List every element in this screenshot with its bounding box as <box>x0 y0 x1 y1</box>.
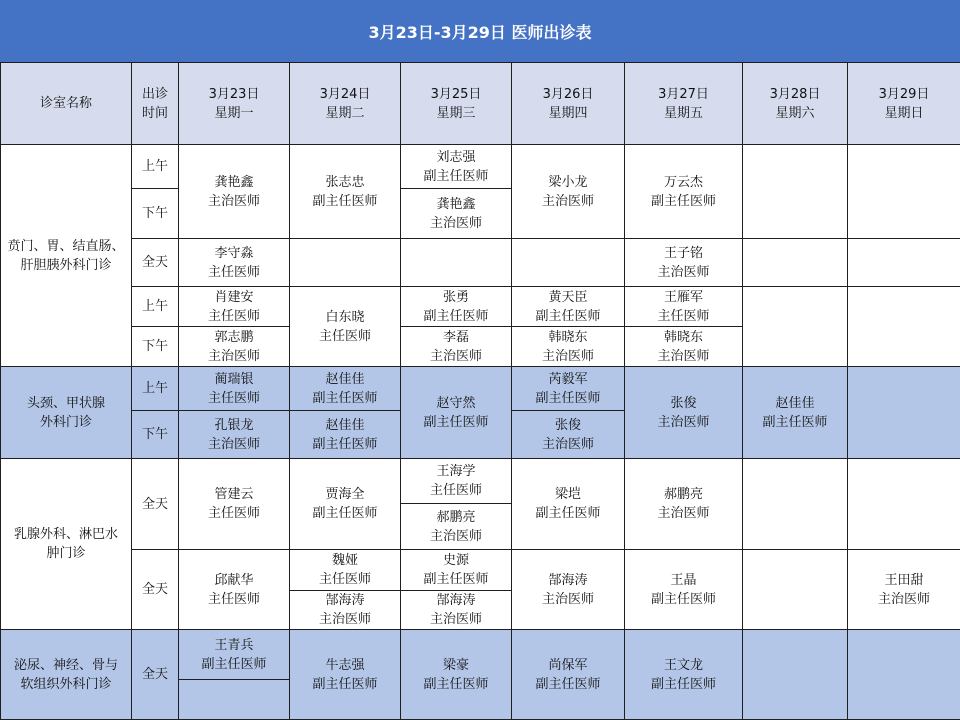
time-cell: 全天 <box>132 239 179 287</box>
table-row <box>1 550 960 591</box>
time-header: 出诊 时间 <box>132 63 179 145</box>
time-cell: 全天 <box>132 459 179 550</box>
schedule-cell: 郜海涛 主治医师 <box>401 591 512 630</box>
day-header-2: 3月24日 星期二 <box>290 63 401 145</box>
schedule-cell <box>743 287 848 367</box>
table-row <box>1 630 960 680</box>
schedule-cell <box>743 145 848 239</box>
schedule-cell <box>848 630 960 720</box>
schedule-cell: 郜海涛 主治医师 <box>512 550 625 630</box>
time-cell: 上午 <box>132 145 179 189</box>
schedule-cell: 李磊 主治医师 <box>401 327 512 367</box>
schedule-cell: 韩晓东 主治医师 <box>512 327 625 367</box>
schedule-cell <box>743 459 848 550</box>
schedule-cell <box>743 550 848 630</box>
day-header-1: 3月23日 星期一 <box>179 63 290 145</box>
schedule-cell: 梁小龙 主治医师 <box>512 145 625 239</box>
schedule-cell: 白东晓 主任医师 <box>290 287 401 367</box>
schedule-cell <box>401 239 512 287</box>
schedule-cell: 郭志鹏 主治医师 <box>179 327 290 367</box>
header-row <box>1 63 960 145</box>
schedule-cell: 邱献华 主任医师 <box>179 550 290 630</box>
schedule-cell: 王海学 主任医师 <box>401 459 512 504</box>
schedule-cell <box>848 239 960 287</box>
day-header-5: 3月27日 星期五 <box>625 63 743 145</box>
day-header-4: 3月26日 星期四 <box>512 63 625 145</box>
schedule-cell: 尚保军 副主任医师 <box>512 630 625 720</box>
schedule-cell: 李守淼 主任医师 <box>179 239 290 287</box>
schedule-cell <box>743 630 848 720</box>
time-cell: 全天 <box>132 630 179 720</box>
schedule-cell: 王子铭 主治医师 <box>625 239 743 287</box>
room-name-cell: 头颈、甲状腺 外科门诊 <box>1 367 132 459</box>
schedule-cell <box>290 239 401 287</box>
table-row <box>1 145 960 189</box>
schedule-cell: 郜海涛 主治医师 <box>290 591 401 630</box>
schedule-cell: 孔银龙 主治医师 <box>179 411 290 459</box>
doctor-schedule-table <box>0 62 960 720</box>
time-cell: 上午 <box>132 287 179 327</box>
day-header-3: 3月25日 星期三 <box>401 63 512 145</box>
schedule-cell: 史源 副主任医师 <box>401 550 512 591</box>
table-row <box>1 287 960 327</box>
schedule-cell: 王雁军 主任医师 <box>625 287 743 327</box>
schedule-cell: 赵守然 副主任医师 <box>401 367 512 459</box>
room-header: 诊室名称 <box>1 63 132 145</box>
room-name-cell: 乳腺外科、淋巴水 肿门诊 <box>1 459 132 630</box>
schedule-cell: 芮毅军 副主任医师 <box>512 367 625 411</box>
schedule-cell: 贾海全 副主任医师 <box>290 459 401 550</box>
schedule-cell: 万云杰 副主任医师 <box>625 145 743 239</box>
schedule-cell: 蔺瑞银 主任医师 <box>179 367 290 411</box>
schedule-cell: 管建云 主任医师 <box>179 459 290 550</box>
schedule-cell: 赵佳佳 副主任医师 <box>290 411 401 459</box>
schedule-cell: 牛志强 副主任医师 <box>290 630 401 720</box>
time-cell: 下午 <box>132 327 179 367</box>
schedule-cell: 韩晓东 主治医师 <box>625 327 743 367</box>
schedule-cell: 王晶 副主任医师 <box>625 550 743 630</box>
schedule-cell: 龚艳鑫 主治医师 <box>179 145 290 239</box>
schedule-cell <box>848 145 960 239</box>
schedule-cell: 张俊 主治医师 <box>625 367 743 459</box>
day-header-6: 3月28日 星期六 <box>743 63 848 145</box>
schedule-cell <box>512 239 625 287</box>
room-name-cell: 泌尿、神经、骨与 软组织外科门诊 <box>1 630 132 720</box>
schedule-cell: 王文龙 副主任医师 <box>625 630 743 720</box>
room-name-cell: 贲门、胃、结直肠、 肝胆胰外科门诊 <box>1 145 132 367</box>
schedule-cell <box>848 367 960 459</box>
schedule-cell: 张勇 副主任医师 <box>401 287 512 327</box>
schedule-cell: 王青兵 副主任医师 <box>179 630 290 680</box>
schedule-cell: 龚艳鑫 主治医师 <box>401 189 512 239</box>
schedule-cell: 郝鹏亮 主治医师 <box>625 459 743 550</box>
table-row <box>1 459 960 504</box>
schedule-cell: 张俊 主治医师 <box>512 411 625 459</box>
schedule-cell: 梁豪 副主任医师 <box>401 630 512 720</box>
schedule-title: 3月23日-3月29日 医师出诊表 <box>0 0 960 62</box>
table-row <box>1 367 960 411</box>
schedule-cell: 赵佳佳 副主任医师 <box>743 367 848 459</box>
time-cell: 上午 <box>132 367 179 411</box>
schedule-cell: 赵佳佳 副主任医师 <box>290 367 401 411</box>
time-cell: 下午 <box>132 189 179 239</box>
schedule-cell <box>179 680 290 720</box>
schedule-cell: 肖建安 主任医师 <box>179 287 290 327</box>
schedule-cell <box>743 239 848 287</box>
time-cell: 下午 <box>132 411 179 459</box>
schedule-cell <box>848 287 960 367</box>
schedule-cell: 王田甜 主治医师 <box>848 550 960 630</box>
schedule-cell: 张志忠 副主任医师 <box>290 145 401 239</box>
time-cell: 全天 <box>132 550 179 630</box>
schedule-cell <box>848 459 960 550</box>
table-row <box>1 239 960 287</box>
schedule-cell: 刘志强 副主任医师 <box>401 145 512 189</box>
schedule-cell: 黄天臣 副主任医师 <box>512 287 625 327</box>
day-header-7: 3月29日 星期日 <box>848 63 960 145</box>
schedule-cell: 魏娅 主任医师 <box>290 550 401 591</box>
schedule-cell: 郝鹏亮 主治医师 <box>401 504 512 550</box>
schedule-cell: 梁垲 副主任医师 <box>512 459 625 550</box>
